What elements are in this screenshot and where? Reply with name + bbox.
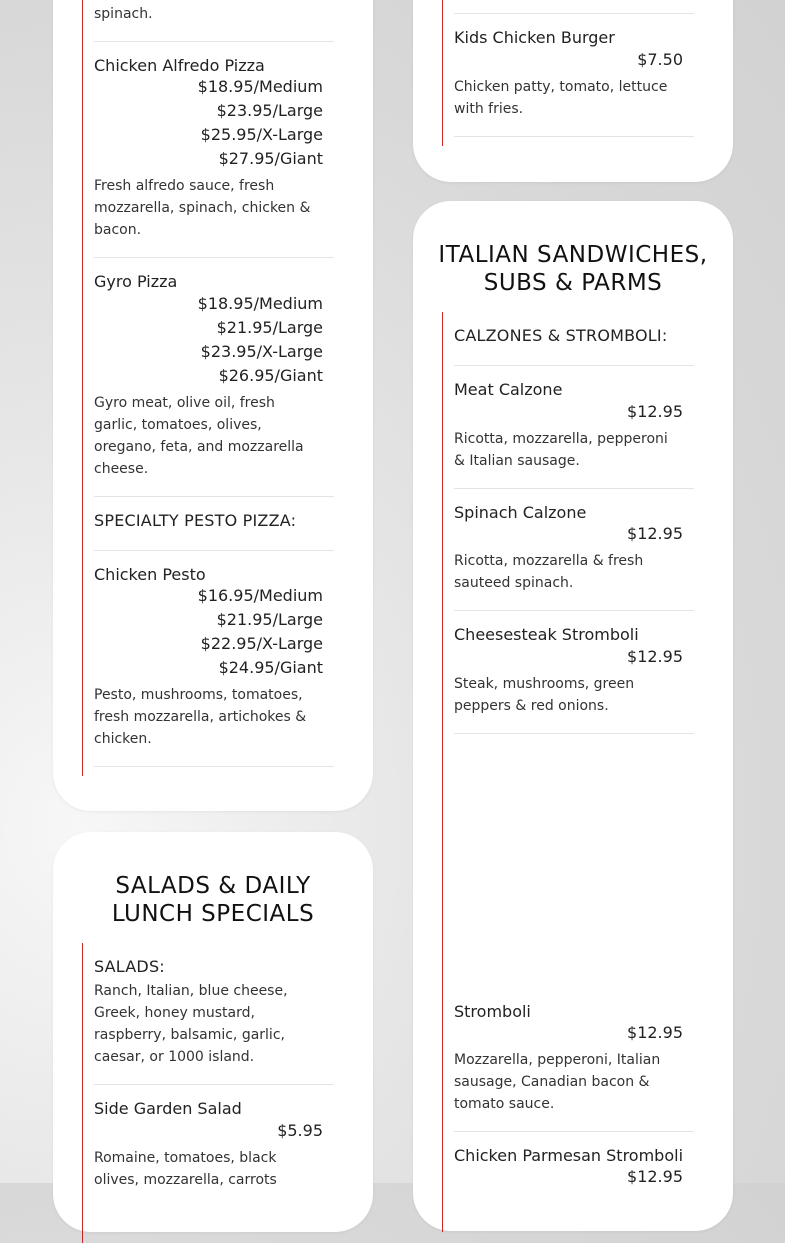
price-giant: $24.95/Giant (218, 658, 323, 677)
price-xlarge: $25.95/X-Large (200, 125, 323, 144)
divider (454, 1131, 694, 1132)
sandwiches-menu-card (413, 201, 733, 1231)
divider (94, 1084, 334, 1085)
divider (94, 496, 334, 497)
price-giant: $27.95/Giant (218, 149, 323, 168)
menu-item-name: Cheesesteak Stromboli (454, 625, 639, 644)
divider (94, 257, 334, 258)
menu-item-price: $12.95 (627, 524, 683, 543)
section-heading: SPECIALTY PESTO PIZZA: (94, 511, 297, 530)
card-title-line: SALADS & DAILY (115, 873, 311, 899)
card-title-line: ITALIAN SANDWICHES, (438, 242, 708, 268)
pizza-menu-card (53, 0, 373, 811)
section-heading: SALADS: (94, 957, 165, 976)
divider (454, 488, 694, 489)
salads-menu-card (53, 832, 373, 1232)
menu-item-name: Chicken Parmesan Stromboli (454, 1146, 684, 1165)
menu-item-prices (198, 75, 323, 171)
menu-item-name: Kids Chicken Burger (454, 28, 615, 47)
section-heading: CALZONES & STROMBOLI: (454, 326, 668, 345)
menu-item-prices (198, 292, 323, 388)
price-medium: $18.95/Medium (197, 294, 323, 313)
card-title (53, 872, 373, 928)
menu-item-name: Stromboli (454, 1002, 531, 1021)
menu-item-name: Side Garden Salad (94, 1099, 242, 1118)
menu-item-name: Chicken Pesto (94, 565, 206, 584)
menu-item-name: Chicken Alfredo Pizza (94, 56, 265, 75)
divider (454, 13, 694, 14)
menu-item-price: $12.95 (627, 1167, 683, 1186)
menu-item-name: Meat Calzone (454, 380, 563, 399)
menu-item-price: $12.95 (627, 647, 683, 666)
accent-line (442, 312, 443, 1232)
item-description: Ricotta, mozzarella & fresh sauteed spinach. (454, 553, 644, 591)
menu-item-name: Gyro Pizza (94, 272, 178, 291)
kids-menu-card (413, 0, 733, 182)
card-title (413, 241, 733, 297)
price-large: $21.95/Large (216, 610, 323, 629)
item-description: Steak, mushrooms, green peppers & red onions. (454, 676, 635, 714)
divider (454, 365, 694, 366)
item-description: Pesto, mushrooms, tomatoes, fresh mozzarella, artichokes & chicken. (94, 687, 307, 747)
divider (94, 550, 334, 551)
item-description: Gyro meat, olive oil, fresh garlic, tomatoes, olives, oregano, feta, and mozzarella cheese. (94, 395, 304, 477)
card-title-line: SUBS & PARMS (483, 270, 663, 296)
divider (94, 41, 334, 42)
item-description: Ricotta, mozzarella, pepperoni & Italian sausage. (454, 431, 668, 469)
menu-item-prices (198, 584, 323, 680)
menu-item-price: $12.95 (627, 402, 683, 421)
price-xlarge: $23.95/X-Large (200, 342, 323, 361)
item-description: Mozzarella, pepperoni, Italian sausage, Canadian bacon & tomato sauce. (454, 1052, 661, 1112)
accent-line (82, 0, 83, 776)
card-title-line: LUNCH SPECIALS (111, 901, 315, 927)
menu-item-price: $5.95 (277, 1121, 323, 1140)
menu-item-name: Spinach Calzone (454, 503, 587, 522)
price-large: $23.95/Large (216, 101, 323, 120)
price-large: $21.95/Large (216, 318, 323, 337)
item-description: Chicken patty, tomato, lettuce with fries. (454, 79, 668, 117)
accent-line (442, 0, 443, 146)
accent-line (82, 943, 83, 1243)
price-giant: $26.95/Giant (218, 366, 323, 385)
menu-item-price: $7.50 (637, 50, 683, 69)
item-description: Fresh alfredo sauce, fresh mozzarella, spinach, chicken & bacon. (94, 178, 311, 238)
price-xlarge: $22.95/X-Large (200, 634, 323, 653)
divider (454, 610, 694, 611)
price-medium: $18.95/Medium (197, 77, 323, 96)
item-description: spinach. (94, 6, 153, 22)
dressing-list: Ranch, Italian, blue cheese, Greek, honey mustard, raspberry, balsamic, garlic, caesar, or 1000 island. (94, 983, 288, 1065)
item-description: Romaine, tomatoes, black olives, mozzarella, carrots (94, 1150, 277, 1188)
divider (94, 766, 334, 767)
menu-item-price: $12.95 (627, 1023, 683, 1042)
divider (454, 136, 694, 137)
divider (454, 733, 694, 734)
price-medium: $16.95/Medium (197, 586, 323, 605)
